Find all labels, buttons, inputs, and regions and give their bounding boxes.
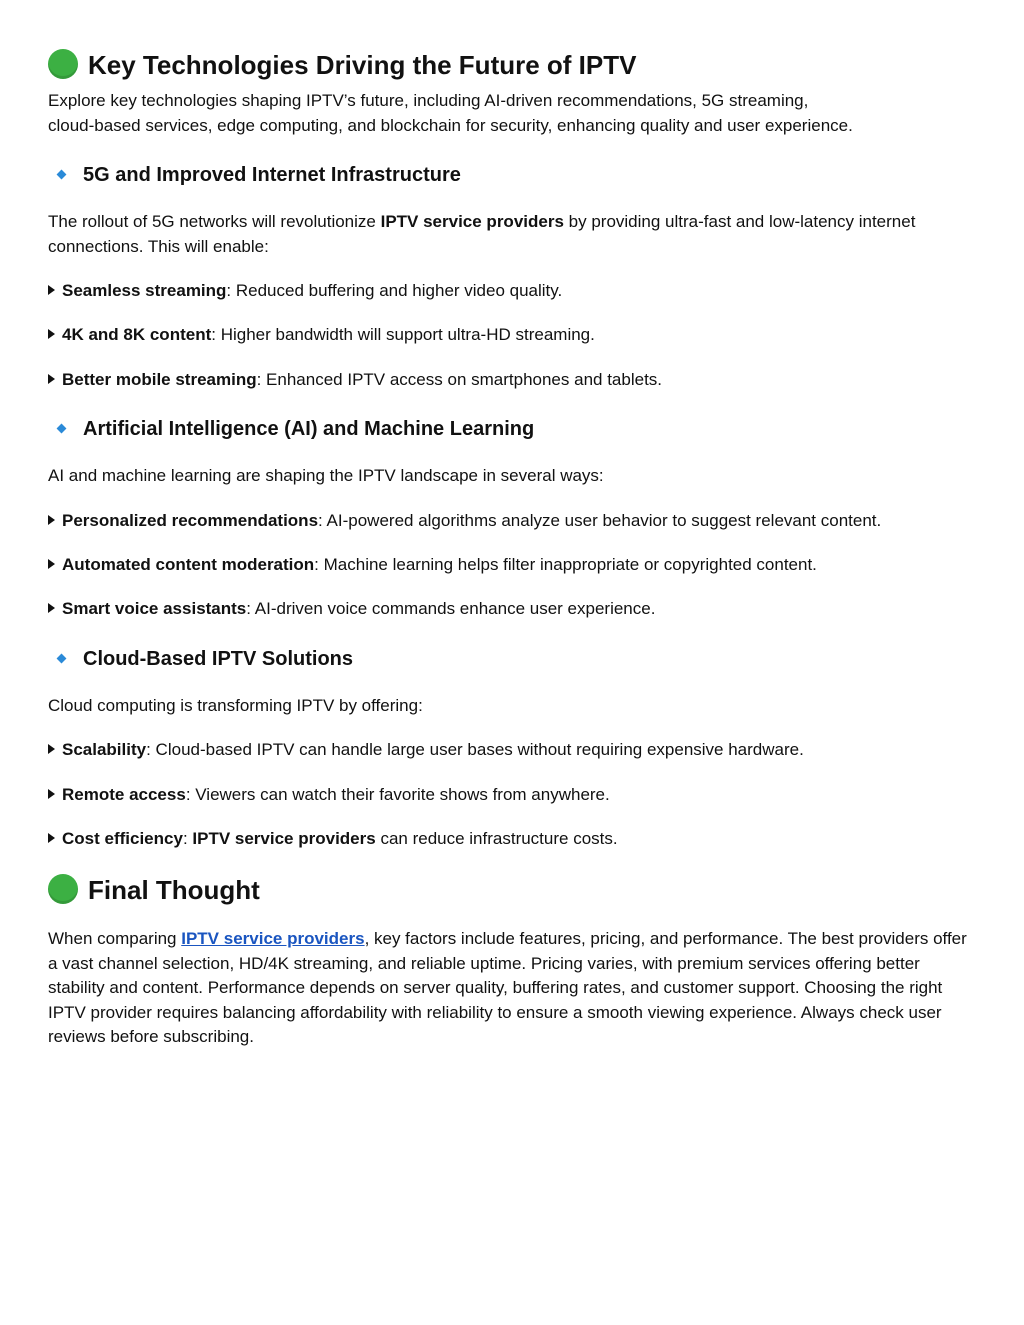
heading-final-thought [48,874,260,905]
heading-text: Key Technologies Driving the Future of IPTV [88,50,637,80]
key-tech-intro [48,89,978,138]
blue-diamond-icon [57,654,67,664]
item-term: 4K and 8K content [62,325,212,344]
bullet-arrow-icon [48,329,55,339]
fiveg-intro [48,210,978,259]
item-term: Automated content moderation [62,555,315,574]
heading-text: Cloud-Based IPTV Solutions [83,648,354,670]
list-item [48,279,978,303]
heading-ai [48,417,534,441]
item-text: : Higher bandwidth will support ultra-HD streaming. [211,325,595,344]
item-term: Smart voice assistants [62,599,247,618]
bullet-arrow-icon [48,559,55,569]
bullet-arrow-icon [48,789,55,799]
intro-text: by providing ultra-fast and low-latency internet connections. This will enable: [48,212,916,256]
heading-text: Artificial Intelligence (AI) and Machine Learning [83,418,535,440]
item-term: Better mobile streaming [62,370,257,389]
list-item [48,597,978,621]
paragraph-text: , key factors include features, pricing, and performance. The best providers offer a vast channel selection, HD/4K streaming, and reliable uptime. Pricing varies, with premium services offering better stability and content. Performance depends on server quality, buffering rates, and customer support. Choosing the right IPTV provider requires balancing affordability with reliability to ensure a smooth viewing experience. Always check user reviews before subscribing. [48,929,967,1046]
intro-text: The rollout of 5G networks will revolutionize [48,212,381,231]
heading-cloud [48,647,353,671]
heading-5g [48,163,461,187]
item-text: : Cloud-based IPTV can handle large user bases without requiring expensive hardware. [146,740,804,759]
ai-intro: AI and machine learning are shaping the IPTV landscape in several ways: [48,466,604,485]
heading-key-technologies [48,49,636,80]
intro-bold: IPTV service providers [380,212,564,231]
item-term: Scalability [62,740,147,759]
list-item [48,553,978,577]
item-text: : Viewers can watch their favorite shows from anywhere. [185,785,610,804]
paragraph-text: When comparing [48,929,182,948]
intro-line-2: cloud-based services, edge computing, and blockchain for security, enhancing quality and user experience. [48,115,853,135]
iptv-providers-link[interactable]: IPTV service providers [181,929,365,948]
item-term: Personalized recommendations [62,511,319,530]
item-text: can reduce infrastructure costs. [375,829,618,848]
list-item [48,323,978,347]
list-item [48,738,978,762]
item-text: : Machine learning helps filter inappropriate or copyrighted content. [314,555,817,574]
item-text: : [182,829,193,848]
item-term: Cost efficiency [62,829,183,848]
item-term: Remote access [62,785,186,804]
cloud-intro: Cloud computing is transforming IPTV by offering: [48,696,423,715]
final-paragraph [48,927,978,1050]
heading-text: Final Thought [88,875,260,905]
green-circle-icon [48,874,78,904]
green-circle-icon [48,49,78,79]
bullet-arrow-icon [48,374,55,384]
item-text: : Enhanced IPTV access on smartphones and tablets. [256,370,663,389]
list-item [48,783,978,807]
list-item [48,368,978,392]
blue-diamond-icon [57,170,67,180]
intro-line-1: Explore key technologies shaping IPTV’s future, including AI-driven recommendations, 5G streaming, [48,91,809,110]
bullet-arrow-icon [48,603,55,613]
item-term: Seamless streaming [62,281,227,300]
bullet-arrow-icon [48,833,55,843]
blue-diamond-icon [57,424,67,434]
item-text: : Reduced buffering and higher video quality. [226,281,563,300]
bullet-arrow-icon [48,285,55,295]
bullet-arrow-icon [48,744,55,754]
bullet-arrow-icon [48,515,55,525]
item-text: : AI-powered algorithms analyze user behavior to suggest relevant content. [318,511,882,530]
heading-text: 5G and Improved Internet Infrastructure [83,164,461,186]
item-text: : AI-driven voice commands enhance user experience. [246,599,656,618]
item-bold: IPTV service providers [192,829,376,848]
list-item [48,509,978,533]
list-item [48,827,978,851]
